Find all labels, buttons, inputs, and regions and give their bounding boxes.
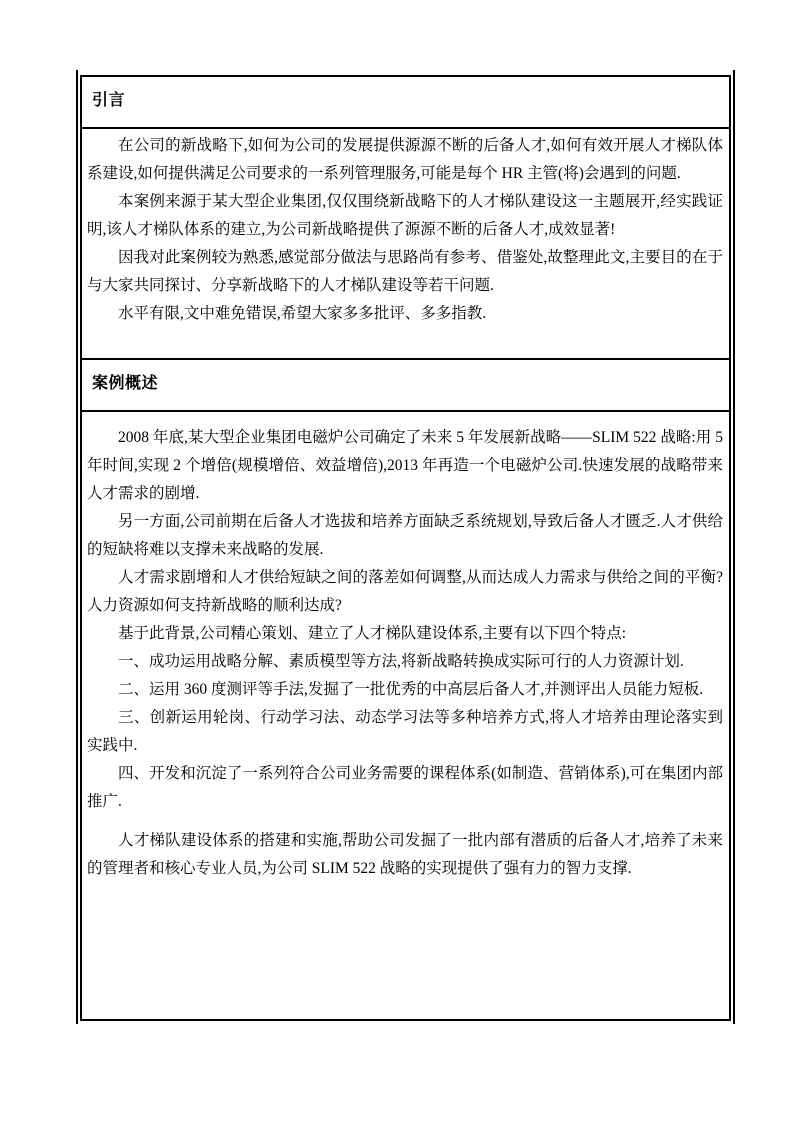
paragraph: 2008 年底,某大型企业集团电磁炉公司确定了未来 5 年发展新战略——SLIM 522 战略:用 5 年时间,实现 2 个增倍(规模增倍、效益增倍),2013 年再造一个电磁炉公司.快速发展的战略带来人才需求的剧增.	[87, 429, 723, 502]
content-table	[80, 75, 731, 1021]
paragraph: 人才梯队建设体系的搭建和实施,帮助公司发掘了一批内部有潜质的后备人才,培养了未来的管理者和核心专业人员,为公司 SLIM 522 战略的实现提供了强有力的智力支撑.	[87, 832, 723, 877]
overview-section-title: 案例概述	[92, 375, 159, 392]
paragraph: 三、创新运用轮岗、行动学习法、动态学习法等多种培养方式,将人才培养由理论落实到实践中.	[87, 709, 723, 754]
paragraph: 因我对此案例较为熟悉,感觉部分做法与思路尚有参考、借鉴处,故整理此文,主要目的在于与大家共同探讨、分享新战略下的人才梯队建设等若干问题.	[87, 249, 723, 294]
paragraph: 人才需求剧增和人才供给短缺之间的落差如何调整,从而达成人力需求与供给之间的平衡? 人力资源如何支持新战略的顺利达成?	[87, 569, 723, 614]
overview-heading-cell	[82, 360, 729, 412]
paragraph: 二、运用 360 度测评等手法,发掘了一批优秀的中高层后备人才,并测评出人员能力短板.	[118, 681, 704, 698]
paragraph: 另一方面,公司前期在后备人才选拔和培养方面缺乏系统规划,导致后备人才匮乏.人才供给的短缺将难以支撑未来战略的发展.	[87, 513, 723, 558]
paragraph: 一、成功运用战略分解、素质模型等方法,将新战略转换成实际可行的人力资源计划.	[118, 653, 684, 670]
document-frame	[76, 70, 735, 1024]
paragraph: 在公司的新战略下,如何为公司的发展提供源源不断的后备人才,如何有效开展人才梯队体系建设,如何提供满足公司要求的一系列管理服务,可能是每个 HR 主管(将)会遇到的问题.	[87, 137, 723, 182]
paragraph: 基于此背景,公司精心策划、建立了人才梯队建设体系,主要有以下四个特点:	[118, 625, 627, 642]
intro-body-cell	[82, 129, 729, 360]
paragraph: 水平有限,文中难免错误,希望大家多多批评、多多指教.	[118, 305, 487, 322]
intro-section-title: 引言	[92, 92, 126, 109]
overview-body-cell	[82, 412, 729, 1019]
paragraph: 四、开发和沉淀了一系列符合公司业务需要的课程体系(如制造、营销体系),可在集团内部推广.	[87, 765, 723, 810]
intro-heading-cell	[82, 77, 729, 129]
paragraph: 本案例来源于某大型企业集团,仅仅围绕新战略下的人才梯队建设这一主题展开,经实践证明,该人才梯队体系的建立,为公司新战略提供了源源不断的后备人才,成效显著!	[87, 193, 723, 238]
